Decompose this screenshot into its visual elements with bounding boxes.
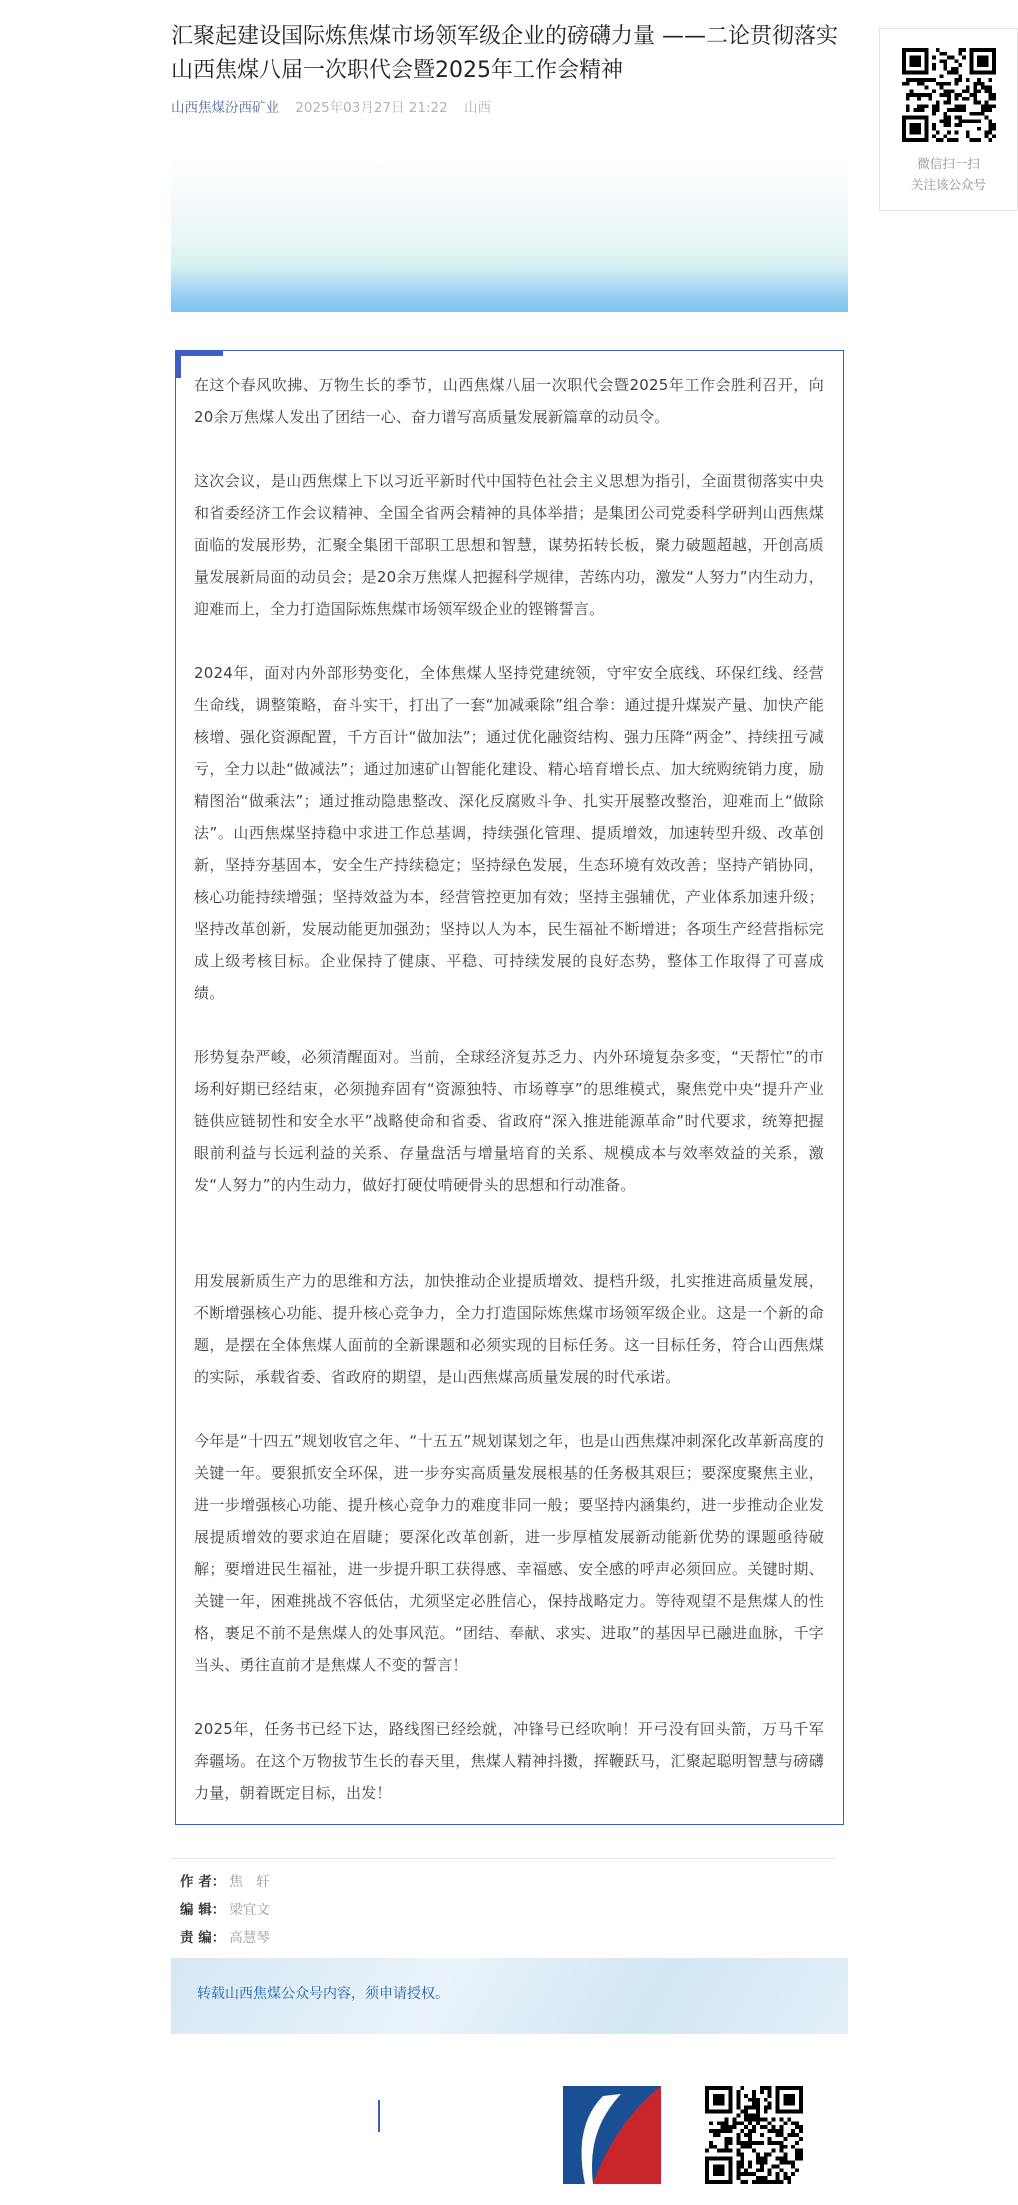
footer-qr-code xyxy=(705,2086,803,2184)
credit-label: 编 辑： xyxy=(180,1902,226,1918)
qr-caption xyxy=(880,153,1017,195)
credit-value: 焦 轩 xyxy=(229,1874,270,1890)
follow-qr-panel xyxy=(879,28,1018,211)
credit-label: 责 编： xyxy=(180,1930,226,1946)
header-banner-image xyxy=(171,157,848,312)
credit-label: 作 者： xyxy=(180,1874,226,1890)
article-title: 汇聚起建设国际炼焦煤市场领军级企业的磅礴力量 ——二论贯彻落实山西焦煤八届一次职代会暨2025年工作会精神 xyxy=(171,24,838,83)
article-meta xyxy=(171,96,491,116)
frame-corner-decoration xyxy=(175,350,181,378)
decorative-vertical-line xyxy=(378,2100,380,2132)
body-paragraph: 用发展新质生产力的思维和方法，加快推动企业提质增效、提档升级，扎实推进高质量发展，不断增强核心功能、提升核心竞争力，全力打造国际炼焦煤市场领军级企业。这是一个新的命题，是摆在全体焦煤人面前的全新课题和必须实现的目标任务。这一目标任务，符合山西焦煤的实际，承载省委、省政府的期望，是山西焦煤高质量发展的时代承诺。 xyxy=(194,1272,824,1386)
qr-code xyxy=(902,48,996,142)
qr-caption-line2: 关注该公众号 xyxy=(910,177,986,192)
body-paragraph: 形势复杂严峻，必须清醒面对。当前，全球经济复苏乏力、内外环境复杂多变，“天帮忙”的市场利好期已经结束，必须抛弃固有“资源独特、市场尊享”的思维模式，聚焦党中央“提升产业链供应链韧性和安全水平”战略使命和省委、省政府“深入推进能源革命”时代要求，统筹把握眼前利益与长远利益的关系、存量盘活与增量培育的关系、规模成本与效率效益的关系，激发“人努力”的内生动力，做好打硬仗啃硬骨头的思想和行动准备。 xyxy=(194,1048,824,1194)
account-name-link[interactable]: 山西焦煤汾西矿业 xyxy=(171,100,279,116)
credit-editor xyxy=(180,1898,270,1918)
shanxi-coking-coal-logo xyxy=(563,2086,661,2184)
frame-corner-decoration xyxy=(175,350,223,356)
body-paragraph: 2024年，面对内外部形势变化，全体焦煤人坚持党建统领，守牢安全底线、环保红线、经营生命线，调整策略，奋斗实干，打出了一套“加减乘除”组合拳：通过提升煤炭产量、加快产能核增、强化资源配置，千方百计“做加法”；通过优化融资结构、强力压降“两金”、持续扭亏减亏，全力以赴“做减法”；通过加速矿山智能化建设、精心培育增长点、加大统购统销力度，励精图治“做乘法”；通过推动隐患整改、深化反腐败斗争、扎实开展整改整治，迎难而上“做除法”。山西焦煤坚持稳中求进工作总基调，持续强化管理、提质增效，加速转型升级、改革创新，坚持夯基固本，安全生产持续稳定；坚持绿色发展，生态环境有效改善；坚持产销协同，核心功能持续增强；坚持效益为本，经营管控更加有效；坚持主强辅优，产业体系加速升级；坚持改革创新，发展动能更加强劲；坚持以人为本，民生福祉不断增进；各项生产经营指标完成上级考核目标。企业保持了健康、平稳、可持续发展的良好态势，整体工作取得了可喜成绩。 xyxy=(194,664,824,1002)
publish-location: 山西 xyxy=(464,100,492,116)
section-divider xyxy=(171,1858,835,1859)
credit-author xyxy=(180,1870,270,1890)
reprint-notice-banner xyxy=(171,1958,848,2034)
credit-value: 高慧琴 xyxy=(229,1930,270,1946)
credit-chief-editor xyxy=(180,1926,270,1946)
qr-caption-line1: 微信扫一扫 xyxy=(917,156,980,171)
publish-date: 2025年03月27日 21:22 xyxy=(295,100,448,116)
body-paragraph: 这次会议，是山西焦煤上下以习近平新时代中国特色社会主义思想为指引，全面贯彻落实中央和省委经济工作会议精神、全国全省两会精神的具体举措；是集团公司党委科学研判山西焦煤面临的发展形势，汇聚全集团干部职工思想和智慧，谋势拓转长板，聚力破题超越，开创高质量发展新局面的动员会；是20余万焦煤人把握科学规律，苦练内功，激发“人努力”内生动力，迎难而上，全力打造国际炼焦煤市场领军级企业的铿锵誓言。 xyxy=(194,472,824,618)
body-paragraph: 2025年，任务书已经下达，路线图已经绘就，冲锋号已经吹响！开弓没有回头箭，万马千军奔疆场。在这个万物拔节生长的春天里，焦煤人精神抖擞，挥鞭跃马，汇聚起聪明智慧与磅礴力量，朝着既定目标，出发！ xyxy=(194,1720,824,1802)
body-paragraph: 在这个春风吹拂、万物生长的季节，山西焦煤八届一次职代会暨2025年工作会胜利召开，向20余万焦煤人发出了团结一心、奋力谱写高质量发展新篇章的动员令。 xyxy=(194,376,824,426)
article-body-frame xyxy=(175,350,844,1825)
credit-value: 梁宜文 xyxy=(229,1902,270,1918)
body-paragraph: 今年是“十四五”规划收官之年、“十五五”规划谋划之年，也是山西焦煤冲刺深化改革新高度的关键一年。要狠抓安全环保，进一步夯实高质量发展根基的任务极其艰巨；要深度聚焦主业，进一步增强核心功能、提升核心竞争力的难度非同一般；要坚持内涵集约，进一步推动企业发展提质增效的要求迫在眉睫；要深化改革创新，进一步厚植发展新动能新优势的课题亟待破解；要增进民生福祉，进一步提升职工获得感、幸福感、安全感的呼声必须回应。关键时期、关键一年，困难挑战不容低估，尤须坚定必胜信心，保持战略定力。等待观望不是焦煤人的性格，裹足不前不是焦煤人的处事风范。“团结、奉献、求实、进取”的基因早已融进血脉，千字当头、勇往直前才是焦煤人不变的誓言！ xyxy=(194,1432,824,1674)
reprint-notice-text: 转载山西焦煤公众号内容，须申请授权。 xyxy=(197,1986,449,2002)
